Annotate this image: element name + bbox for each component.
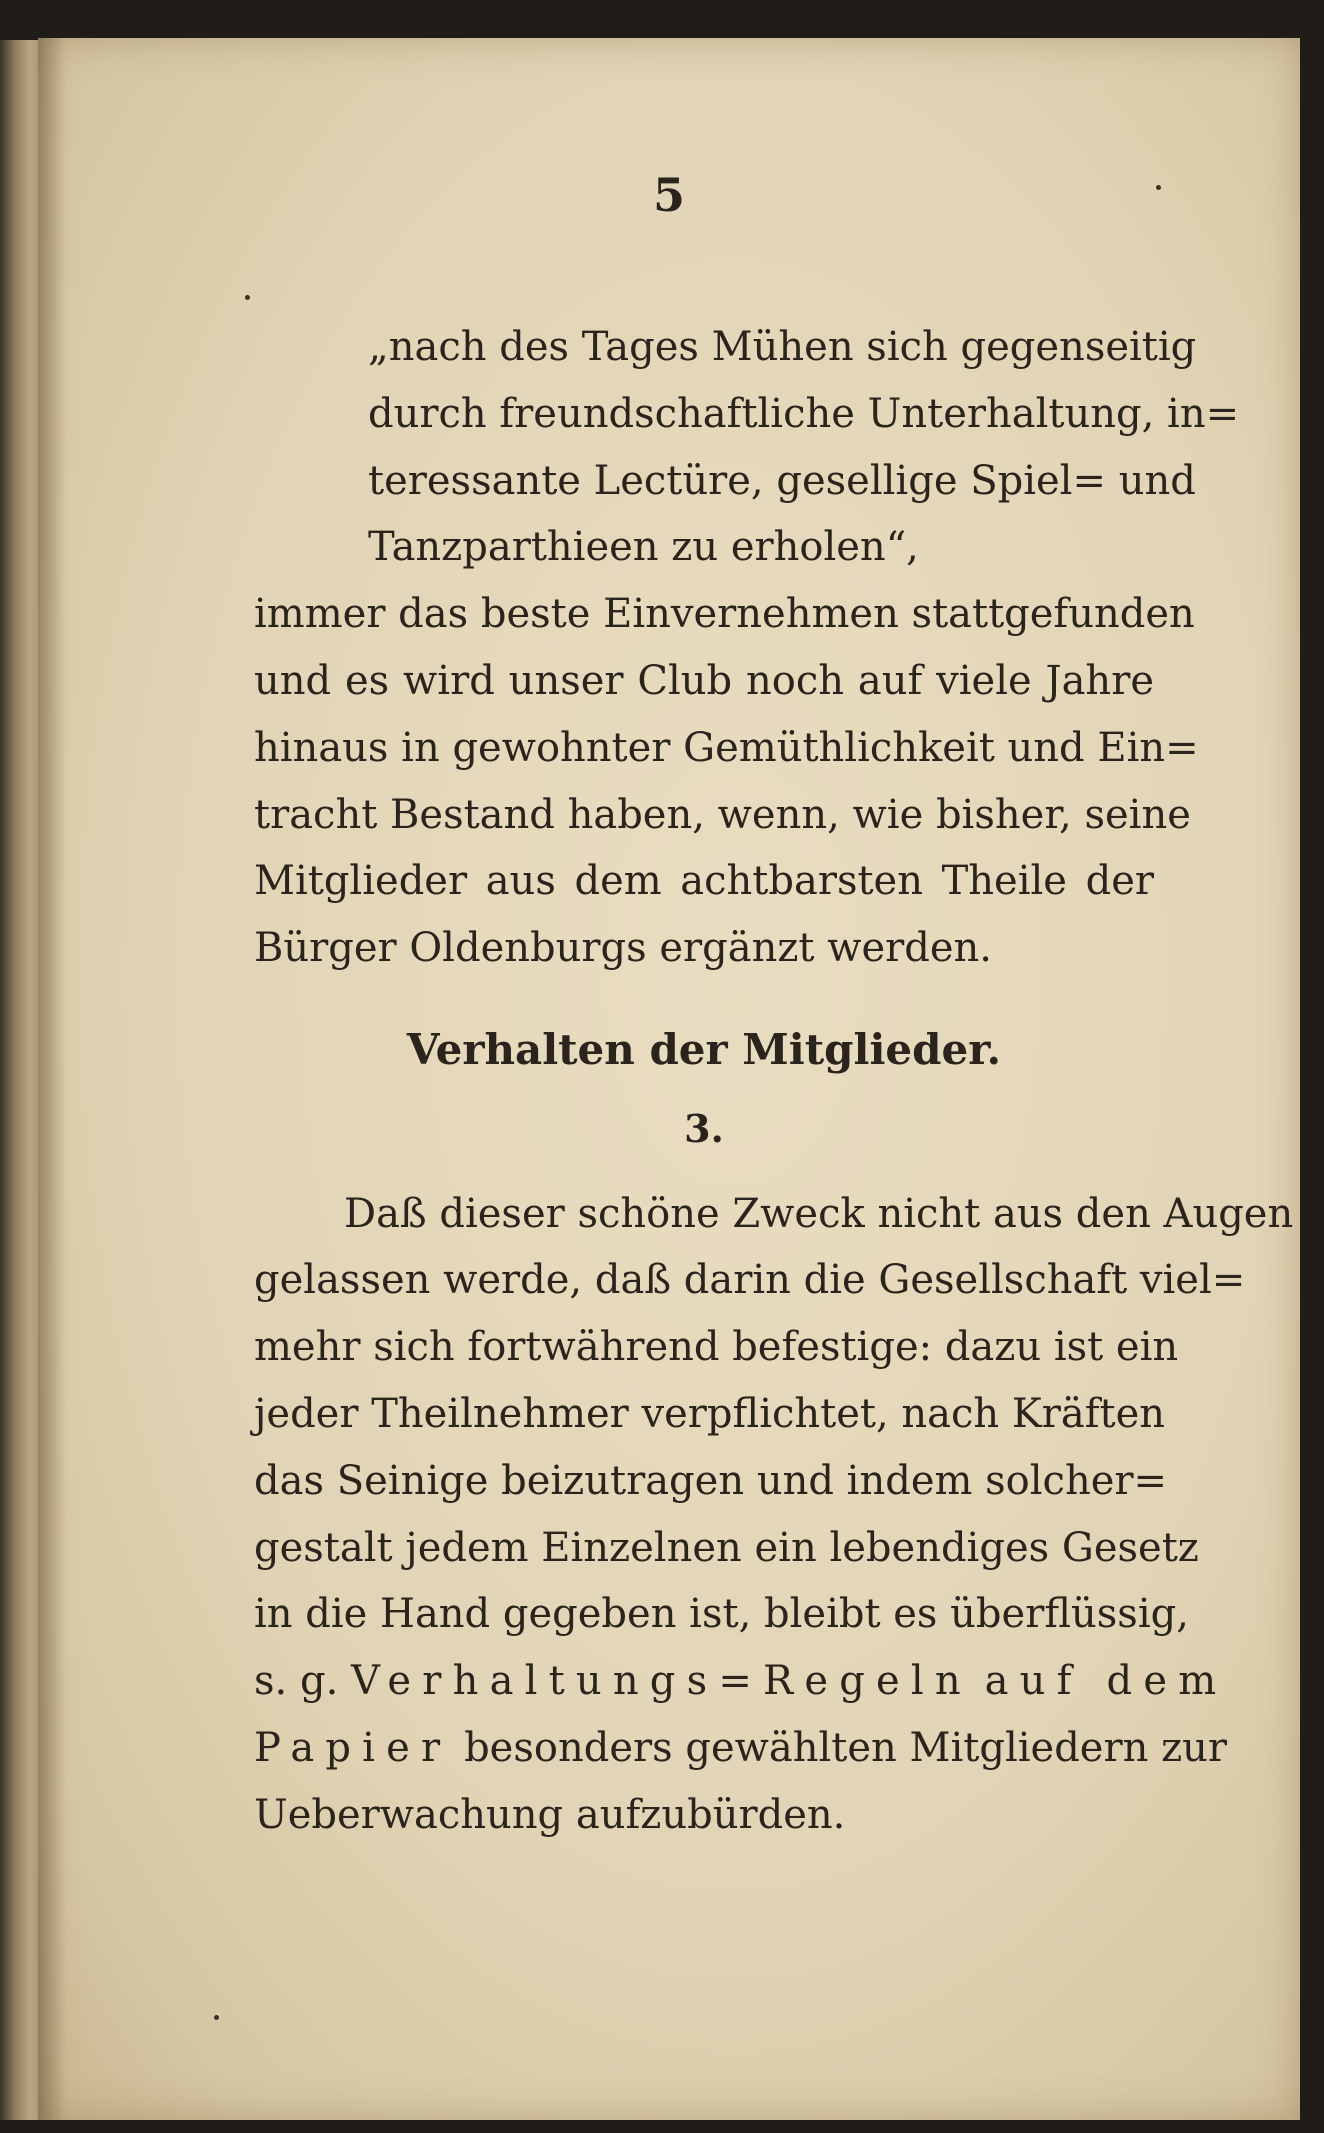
paragraph-text: auf dem: [984, 1658, 1228, 1705]
page-sheet: [38, 38, 1300, 2120]
quote-line: Tanzparthieen zu erholen“,: [368, 524, 919, 571]
paragraph-line: das Seinige beizutragen und indem solcher=: [254, 1457, 1168, 1504]
page-gutter-shadow: [38, 38, 66, 2120]
paragraph-line: immer das beste Einvernehmen stattgefunden: [254, 591, 1195, 638]
quote-line: „nach des Tages Mühen sich gegenseitig: [368, 324, 1197, 370]
abbreviation-text: s. g.: [254, 1658, 339, 1705]
ink-speck: [214, 2015, 219, 2020]
paragraph-line: [254, 1648, 1228, 1715]
paragraph-line: [254, 1715, 1228, 1782]
paragraph-line: Mitglieder aus dem achtbarsten Theile der: [254, 858, 1154, 905]
paragraph-line: mehr sich fortwährend befestige: dazu ist ein: [254, 1324, 1179, 1371]
paragraph-line: gestalt jedem Einzelnen ein lebendiges Gesetz: [254, 1524, 1199, 1571]
paragraph-text: besonders gewählten Mitgliedern zur: [464, 1724, 1228, 1771]
paragraph-line: jeder Theilnehmer verpflichtet, nach Kräften: [254, 1390, 1166, 1437]
paragraph-line: und es wird unser Club noch auf viele Jahre: [254, 657, 1154, 704]
paragraph-line: Daß dieser schöne Zweck nicht aus den Augen: [344, 1190, 1294, 1237]
section-number: 3.: [684, 1105, 724, 1151]
spaced-term: Verhaltungs=Regeln: [351, 1658, 972, 1705]
page-text: [254, 314, 1294, 1849]
paragraph-line: Ueberwachung aufzubürden.: [254, 1791, 846, 1838]
ink-speck: [1156, 185, 1161, 190]
paragraph-line: tracht Bestand haben, wenn, wie bisher, seine: [254, 791, 1191, 838]
paragraph-line: hinaus in gewohnter Gemüthlichkeit und Ein=: [254, 724, 1199, 771]
quote-line: teressante Lectüre, gesellige Spiel= und: [368, 457, 1196, 504]
quote-line: durch freundschaftliche Unterhaltung, in=: [368, 390, 1240, 437]
paragraph-line: Bürger Oldenburgs ergänzt werden.: [254, 925, 993, 972]
paragraph-line: gelassen werde, daß darin die Gesellschaft viel=: [254, 1257, 1246, 1304]
spaced-term: Papier: [254, 1724, 452, 1771]
section-heading: Verhalten der Mitglieder.: [406, 1024, 1002, 1074]
page-number: 5: [652, 168, 685, 222]
paragraph-line: in die Hand gegeben ist, bleibt es überflüssig,: [254, 1591, 1189, 1638]
left-page-edge: [0, 40, 42, 2120]
ink-speck: [245, 295, 250, 300]
